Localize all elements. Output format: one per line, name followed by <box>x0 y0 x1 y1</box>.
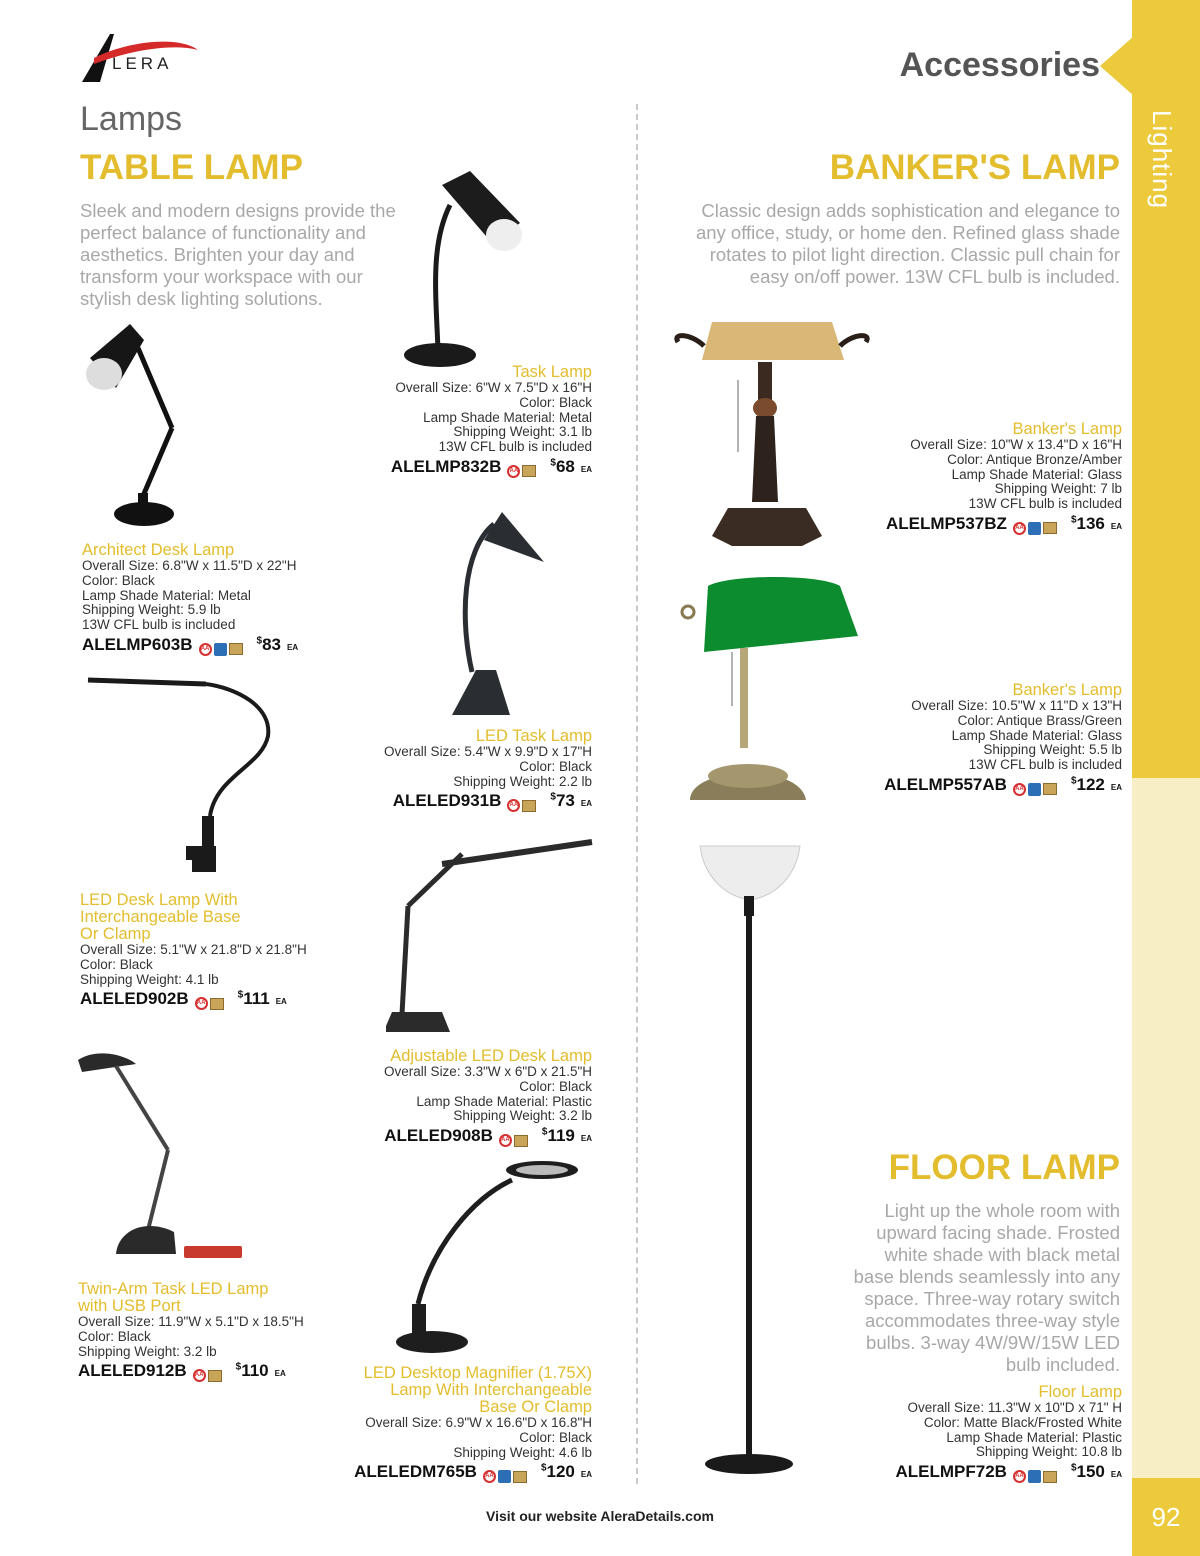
product-price: $68 <box>550 456 575 476</box>
architect-lamp-image <box>80 318 190 533</box>
box-icon <box>1043 783 1057 795</box>
floor-lamp-title: FLOOR LAMP <box>888 1148 1120 1187</box>
product-name: Floor Lamp <box>1038 1383 1122 1401</box>
product-name: LED Desktop Magnifier (1.75X) <box>363 1364 592 1382</box>
product-spec: Overall Size: 5.1"W x 21.8"D x 21.8"H <box>80 942 307 957</box>
unit-label: EA <box>1110 521 1122 531</box>
product-spec: Lamp Shade Material: Glass <box>951 727 1122 743</box>
floor-lamp-image <box>696 836 806 1488</box>
unit-label: EA <box>287 642 299 652</box>
product-spec: 13W CFL bulb is included <box>968 496 1122 512</box>
product-spec: Overall Size: 11.3"W x 10"D x 71" H <box>907 1400 1122 1415</box>
product-spec: Shipping Weight: 3.2 lb <box>78 1343 217 1359</box>
product-sku: ALELED912B <box>78 1361 187 1381</box>
product-spec: Overall Size: 5.4"W x 9.9"D x 17"H <box>384 744 592 759</box>
bankers-lamp-title: BANKER'S LAMP <box>829 148 1120 187</box>
product-spec: Color: Antique Brass/Green <box>957 712 1122 728</box>
product-price: $120 <box>540 1462 575 1482</box>
aa-badge-icon: AA <box>199 643 212 656</box>
product-name: Interchangeable Base <box>80 908 241 926</box>
unit-label: EA <box>274 1369 286 1379</box>
product-spec: Shipping Weight: 2.2 lb <box>453 773 592 789</box>
aa-badge-icon: AA <box>193 1369 206 1382</box>
product-spec: Lamp Shade Material: Metal <box>82 587 251 603</box>
product-spec: Color: Black <box>519 394 592 410</box>
product-spec: Color: Black <box>78 1328 151 1344</box>
product-spec: Shipping Weight: 7 lb <box>994 481 1122 497</box>
product-name: Or Clamp <box>80 925 151 943</box>
product-sku: ALELED902B <box>80 989 189 1009</box>
product-price: $111 <box>237 989 270 1009</box>
page-number: 92 <box>1132 1478 1200 1556</box>
product-spec: Shipping Weight: 5.9 lb <box>82 602 221 618</box>
product-architect-lamp <box>82 542 402 656</box>
product-name: LED Task Lamp <box>475 727 592 745</box>
led-desk-lamp-clamp-image <box>86 676 276 876</box>
product-spec: Shipping Weight: 10.8 lb <box>975 1444 1122 1460</box>
logo-wordmark: LERA <box>112 54 173 73</box>
product-sku: ALELED931B <box>392 791 502 811</box>
aa-badge-icon: AA <box>1013 1470 1026 1483</box>
product-spec: Overall Size: 6.9"W x 16.6"D x 16.8"H <box>365 1415 592 1430</box>
box-icon <box>514 1135 528 1147</box>
product-price: $110 <box>235 1361 269 1381</box>
product-name: Adjustable LED Desk Lamp <box>390 1047 592 1065</box>
column-divider <box>636 104 638 1484</box>
tool-icon <box>214 643 227 656</box>
product-name: Base Or Clamp <box>479 1398 592 1416</box>
product-sku: ALELMP832B <box>390 456 502 476</box>
tool-icon <box>1028 783 1041 796</box>
product-spec: Shipping Weight: 5.5 lb <box>983 742 1122 758</box>
tool-icon <box>498 1470 511 1483</box>
product-sku: ALELED908B <box>384 1126 493 1146</box>
box-icon <box>1043 1471 1057 1483</box>
product-magnifier-lamp <box>272 1365 592 1483</box>
product-spec: Color: Black <box>519 758 592 774</box>
product-spec: Color: Black <box>519 1429 592 1445</box>
product-spec: Lamp Shade Material: Metal <box>423 409 592 425</box>
product-sku: ALELMPF72B <box>895 1462 1007 1482</box>
unit-label: EA <box>580 1470 592 1480</box>
box-icon <box>208 1370 222 1382</box>
product-spec: Overall Size: 11.9"W x 5.1"D x 18.5"H <box>78 1314 304 1329</box>
box-icon <box>210 998 224 1010</box>
side-tab-label: Lighting <box>1147 110 1177 210</box>
unit-label: EA <box>275 997 287 1007</box>
product-price: $136 <box>1070 513 1105 533</box>
task-lamp-image <box>400 165 530 370</box>
product-bankers-lamp-bronze <box>802 421 1122 535</box>
product-floor-lamp <box>802 1384 1122 1483</box>
unit-label: EA <box>580 1134 592 1144</box>
box-icon <box>1043 522 1057 534</box>
product-spec: Overall Size: 10"W x 13.4"D x 16"H <box>910 437 1122 452</box>
aa-badge-icon: AA <box>1013 522 1026 535</box>
product-sku: ALELMP603B <box>82 634 193 654</box>
footer-website[interactable]: Visit our website AleraDetails.com <box>486 1508 714 1524</box>
side-tab-light <box>1132 778 1200 1478</box>
aa-badge-icon: AA <box>195 997 208 1010</box>
product-spec: Lamp Shade Material: Glass <box>951 466 1122 482</box>
product-name: with USB Port <box>78 1297 181 1315</box>
product-price: $119 <box>541 1126 575 1146</box>
unit-label: EA <box>580 799 592 809</box>
aa-badge-icon: AA <box>507 465 520 478</box>
product-adjustable-led-lamp <box>272 1048 592 1147</box>
product-sku: ALELMP557AB <box>884 774 1007 794</box>
product-spec: Color: Matte Black/Frosted White <box>923 1414 1122 1430</box>
product-price: $122 <box>1070 774 1105 794</box>
product-sku: ALELEDM765B <box>354 1462 477 1482</box>
page-title: Lamps <box>80 100 183 138</box>
product-name: Task Lamp <box>512 363 592 381</box>
aa-badge-icon: AA <box>1013 783 1026 796</box>
unit-label: EA <box>1110 1470 1122 1480</box>
table-lamp-title: TABLE LAMP <box>80 148 303 187</box>
product-name: Lamp With Interchangeable <box>390 1381 592 1399</box>
product-spec: Overall Size: 6.8"W x 11.5"D x 22"H <box>82 558 297 573</box>
product-spec: Shipping Weight: 4.6 lb <box>453 1444 592 1460</box>
box-icon <box>522 800 536 812</box>
product-led-desk-lamp-clamp <box>80 892 400 1010</box>
product-spec: Color: Black <box>80 956 153 972</box>
adjustable-led-lamp-image <box>382 836 594 1038</box>
product-spec: Color: Antique Bronze/Amber <box>947 451 1122 467</box>
product-spec: 13W CFL bulb is included <box>82 617 236 633</box>
tool-icon <box>1028 522 1041 535</box>
floor-lamp-description: Light up the whole room with upward facing shade. Frosted white shade with black metal base blends seamlessly into any space. Three-way rotary switch accommodates three-way style bulbs. 3-way 4W/9W/15W LED bulb included. <box>853 1200 1120 1375</box>
product-name: Banker's Lamp <box>1012 420 1122 438</box>
box-icon <box>513 1471 527 1483</box>
product-led-task-lamp <box>272 728 592 812</box>
aa-badge-icon: AA <box>483 1470 496 1483</box>
product-price: $83 <box>256 634 282 654</box>
magnifier-lamp-image <box>392 1158 582 1356</box>
product-task-lamp <box>272 364 592 478</box>
product-name: Twin-Arm Task LED Lamp <box>78 1280 269 1298</box>
aa-badge-icon: AA <box>499 1134 512 1147</box>
product-spec: Lamp Shade Material: Plastic <box>416 1093 592 1109</box>
section-heading: Accessories <box>899 46 1100 84</box>
product-name: Banker's Lamp <box>1012 681 1122 699</box>
product-spec: Color: Black <box>82 572 155 588</box>
product-spec: Shipping Weight: 4.1 lb <box>80 971 219 987</box>
product-spec: Lamp Shade Material: Plastic <box>946 1429 1122 1445</box>
product-spec: 13W CFL bulb is included <box>438 439 592 455</box>
product-spec: Overall Size: 3.3"W x 6"D x 21.5"H <box>384 1064 592 1079</box>
product-bankers-lamp-green <box>802 682 1122 796</box>
unit-label: EA <box>580 464 592 474</box>
product-spec: Shipping Weight: 3.2 lb <box>453 1108 592 1124</box>
tab-arrow-shape <box>1100 36 1134 96</box>
bankers-lamp-description: Classic design adds sophistication and elegance to any office, study, or home den. Refined glass shade rotates to pilot light direction. Classic pull chain for easy on/off power. 13W CFL bulb is included. <box>695 200 1120 287</box>
tool-icon <box>1028 1470 1041 1483</box>
product-sku: ALELMP537BZ <box>886 513 1007 533</box>
box-icon <box>522 465 536 477</box>
twin-arm-lamp-image <box>76 1050 246 1265</box>
table-lamp-description: Sleek and modern designs provide the perfect balance of functionality and aesthetics. Brighten your day and transform your workspace with our stylish desk lighting solutions. <box>80 200 396 309</box>
product-name: Architect Desk Lamp <box>82 541 235 559</box>
led-task-lamp-image <box>446 510 546 720</box>
product-spec: Color: Black <box>519 1078 592 1094</box>
product-name: LED Desk Lamp With <box>80 891 238 909</box>
box-icon <box>229 643 243 655</box>
unit-label: EA <box>1110 782 1122 792</box>
product-price: $73 <box>550 791 575 811</box>
product-spec: Overall Size: 10.5"W x 11"D x 13"H <box>911 698 1122 713</box>
aa-badge-icon: AA <box>507 799 520 812</box>
product-spec: Overall Size: 6"W x 7.5"D x 16"H <box>395 380 592 395</box>
product-spec: Shipping Weight: 3.1 lb <box>453 424 592 440</box>
product-price: $150 <box>1070 1462 1105 1482</box>
product-spec: 13W CFL bulb is included <box>968 757 1122 773</box>
